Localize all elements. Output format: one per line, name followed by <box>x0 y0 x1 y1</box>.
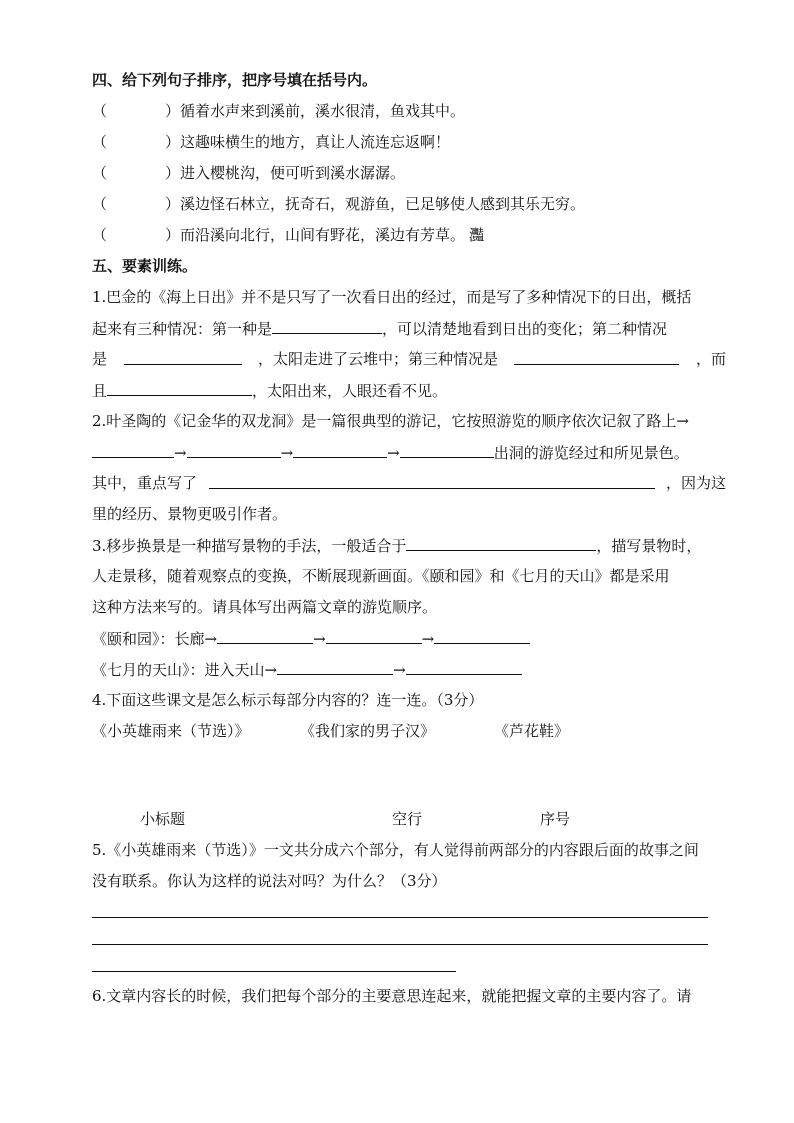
fill-blank[interactable] <box>272 318 382 334</box>
arrow: → <box>174 444 187 462</box>
q4-text-item[interactable]: 《芦花鞋》 <box>494 722 570 740</box>
paren-open: （ <box>92 133 108 151</box>
fill-blank[interactable] <box>217 628 313 644</box>
sort-item-text: 进入樱桃沟，便可听到溪水潺潺。 <box>180 164 406 182</box>
q3-line-1 <box>92 535 701 556</box>
q2-text: 出洞的游览经过和所见景色。 <box>493 444 689 462</box>
section-4-title: 四、给下列句子排序，把序号填在括号内。 <box>92 71 378 89</box>
fill-blank[interactable] <box>514 349 679 365</box>
fill-blank[interactable] <box>406 659 522 675</box>
q3-line-2: 人走景移，随着观察点的变换，不断展现新画面。《颐和园》和《七月的天山》都是采用 <box>92 567 670 585</box>
sort-item <box>92 132 450 152</box>
answer-line[interactable] <box>92 944 708 945</box>
q5-line-1: 5.《小英雄雨来（节选）》一文共分成六个部分，有人觉得前两部分的内容跟后面的故事之间 <box>92 841 699 859</box>
q2-line-3 <box>92 473 726 493</box>
q5-line-2: 没有联系。你认为这样的说法对吗？为什么？（3分） <box>92 872 447 890</box>
q1-line-1: 1.巴金的《海上日出》并不是只写了一次看日出的经过，而是写了多种情况下的日出，概括 <box>92 288 692 306</box>
q6-line-1: 6.文章内容长的时候，我们把每个部分的主要意思连起来，就能把握文章的主要内容了。请 <box>92 987 692 1005</box>
q4-label[interactable]: 小标题 <box>140 810 186 828</box>
arrow: → <box>313 630 326 648</box>
q1-text: ，太阳出来，人眼还看不见。 <box>252 382 448 400</box>
paren-close: ） <box>165 164 181 182</box>
q3-line-4 <box>92 628 530 649</box>
q1-line-2 <box>92 318 667 339</box>
q3-text: 3.移步换景是一种描写景物的手法，一般适合于 <box>92 537 407 555</box>
q3-text: 《七月的天山》：进入天山→ <box>92 661 278 679</box>
q1-text: ，太阳走进了云堆中；第三种情况是 <box>257 350 498 368</box>
fill-blank[interactable] <box>400 442 494 458</box>
fill-blank[interactable] <box>406 535 596 551</box>
stray-mark: 灩 <box>469 226 485 244</box>
fill-blank[interactable] <box>124 349 242 365</box>
fill-blank[interactable] <box>293 442 387 458</box>
fill-blank[interactable] <box>434 628 530 644</box>
paren-close: ） <box>165 226 181 244</box>
q4-text-item[interactable]: 《我们家的男子汉》 <box>300 722 436 740</box>
q4-prompt: 4.下面这些课文是怎么标示每部分内容的？连一连。（3分） <box>92 691 484 709</box>
arrow: → <box>393 661 406 679</box>
sort-item-text: 而沿溪向北行，山间有野花，溪边有芳草。 <box>180 226 466 244</box>
paren-open: （ <box>92 226 108 244</box>
q1-line-3 <box>92 349 726 369</box>
paren-close: ） <box>165 102 181 120</box>
answer-line[interactable] <box>92 971 456 972</box>
q3-line-5 <box>92 659 522 680</box>
q1-line-4 <box>92 380 447 401</box>
paren-open: （ <box>92 102 108 120</box>
arrow: → <box>421 630 435 648</box>
section-5-title: 五、要素训练。 <box>92 257 198 275</box>
q2-line-1: 2.叶圣陶的《记金华的双龙洞》是一篇很典型的游记，它按照游览的顺序依次记叙了路上→ <box>92 412 689 430</box>
paren-open: （ <box>92 195 108 213</box>
q3-line-3: 这种方法来写的。请具体写出两篇文章的游览顺序。 <box>92 598 438 616</box>
sort-item <box>92 194 585 214</box>
q2-text: 其中，重点写了 <box>92 474 198 492</box>
arrow: → <box>280 444 294 462</box>
answer-line[interactable] <box>92 917 708 918</box>
fill-blank[interactable] <box>277 659 393 675</box>
sort-item-text: 这趣味横生的地方，真让人流连忘返啊！ <box>180 133 451 151</box>
paren-close: ） <box>165 133 181 151</box>
q1-text: 且 <box>92 382 108 400</box>
q4-text-item[interactable]: 《小英雄雨来（节选）》 <box>92 722 250 740</box>
q1-text: 起来有三种情况：第一种是 <box>92 320 273 338</box>
sort-item <box>92 225 484 245</box>
q1-text: 是 <box>92 350 108 368</box>
q4-label[interactable]: 空行 <box>392 810 423 828</box>
sort-item <box>92 101 465 121</box>
paren-open: （ <box>92 164 108 182</box>
fill-blank[interactable] <box>92 442 174 458</box>
q2-text: ，因为这 <box>665 474 726 492</box>
q1-text: ，而 <box>695 350 726 368</box>
fill-blank[interactable] <box>107 380 252 396</box>
arrow: → <box>387 444 400 462</box>
fill-blank[interactable] <box>209 473 655 489</box>
paren-close: ） <box>165 195 181 213</box>
fill-blank[interactable] <box>187 442 281 458</box>
sort-item-text: 循着水声来到溪前，溪水很清，鱼戏其中。 <box>180 102 466 120</box>
sort-item-text: 溪边怪石林立，抚奇石，观游鱼，已足够使人感到其乐无穷。 <box>180 195 586 213</box>
q3-text: 《颐和园》：长廊→ <box>92 630 218 648</box>
q1-text: ，可以清楚地看到日出的变化；第二种情况 <box>382 320 668 338</box>
q2-line-4: 里的经历、景物更吸引作者。 <box>92 505 288 523</box>
q4-label[interactable]: 序号 <box>540 810 571 828</box>
fill-blank[interactable] <box>326 628 422 644</box>
sort-item <box>92 163 405 183</box>
q2-line-2 <box>92 442 689 463</box>
q3-text: ，描写景物时， <box>596 537 702 555</box>
